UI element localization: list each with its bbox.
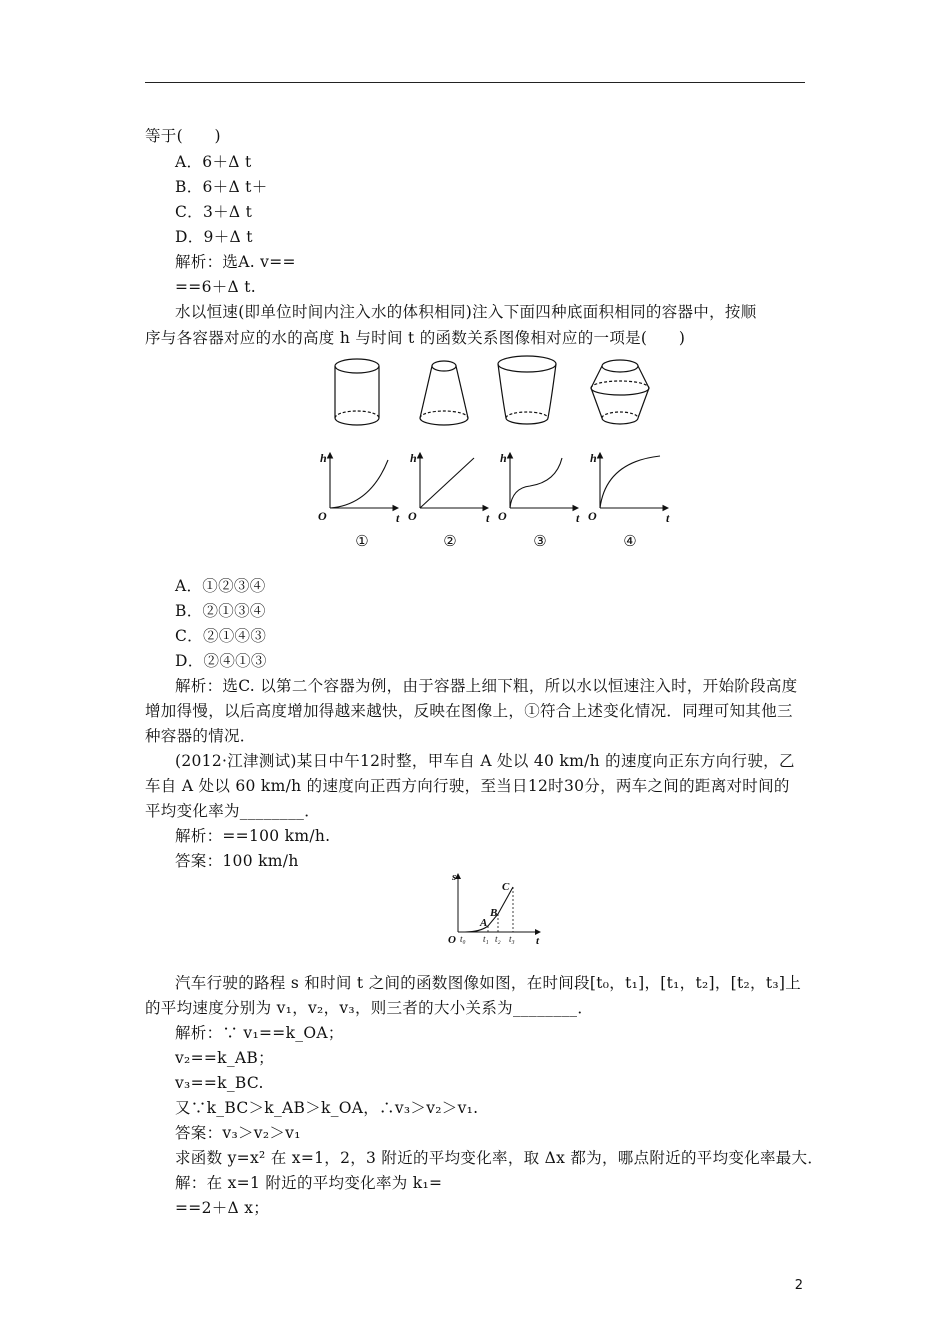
q1-option-a: A．6＋Δ t (175, 153, 252, 171)
q3-answer: 答案：100 km/h (175, 852, 299, 870)
q2-solution-line3: 种容器的情况． (145, 727, 256, 745)
graph-4-t-label: t (666, 511, 670, 525)
q4-answer: 答案：v₃＞v₂＞v₁ (175, 1124, 301, 1142)
q2-stem-line2: 序与各容器对应的水的高度 h 与时间 t 的函数关系图像相对应的一项是( ) (145, 329, 686, 347)
header-rule (145, 82, 805, 83)
tick-t3: t₃ (509, 934, 515, 944)
graph-2-origin: O (408, 509, 417, 523)
q2-solution-line2: 增加得慢，以后高度增加得越来越快，反映在图像上，①符合上述变化情况．同理可知其他三 (145, 702, 793, 720)
container-cylinder (335, 359, 379, 425)
q3-stem-line2: 车自 A 处以 60 km/h 的速度向正西方向行驶，至当日12时30分，两车之间的距离对时间的 (145, 777, 790, 795)
graph-label-1: ① (355, 534, 369, 550)
q4-solution-line4: 又∵k_BC＞k_AB＞k_OA，∴v₃＞v₂＞v₁. (175, 1099, 479, 1117)
q4-solution-line1: 解析：∵ v₁==k_OA； (175, 1024, 344, 1042)
t-axis-label: t (536, 935, 540, 947)
q4-solution-line2: v₂==k_AB； (175, 1049, 274, 1067)
q2-option-a: A．①②③④ (175, 577, 266, 595)
q5-stem: 求函数 y=x² 在 x=1，2，3 附近的平均变化率，取 Δx 都为，哪点附近的平均变化率最大． (175, 1149, 824, 1167)
s-axis-label: s (452, 871, 457, 883)
graph-4-origin: O (588, 509, 597, 523)
q2-option-c: C．②①④③ (175, 627, 267, 645)
s-t-graph (440, 870, 550, 950)
graph-1-t-label: t (396, 511, 400, 525)
q3-solution: 解析：==100 km/h. (175, 827, 331, 845)
graph-3-h-label: h (500, 451, 507, 465)
q2-option-b: B．②①③④ (175, 602, 266, 620)
q4-stem-line1: 汽车行驶的路程 s 和时间 t 之间的函数图像如图，在时间段[t₀，t₁]，[t₁，t₂]，[t₂，t₃]上 (175, 974, 802, 992)
h-t-graphs (310, 450, 680, 555)
q4-solution-line3: v₃==k_BC. (175, 1074, 264, 1092)
q1-option-b: B．6＋Δ t＋ (175, 178, 268, 196)
point-a-label: A (480, 917, 488, 929)
graph-label-3: ③ (533, 534, 547, 550)
point-b-label: B (490, 907, 498, 919)
q1-option-d: D．9＋Δ t (175, 228, 253, 246)
graph-1 (330, 453, 398, 508)
q3-stem-line1: (2012·江津测试)某日中午12时整，甲车自 A 处以 40 km/h 的速度向正东方向行驶，乙 (175, 752, 795, 770)
graph-3 (510, 453, 578, 508)
tick-t1: t₁ (483, 934, 489, 944)
graph-2-t-label: t (486, 511, 490, 525)
graph-3-t-label: t (576, 511, 580, 525)
q2-stem-line1: 水以恒速(即单位时间内注入水的体积相同)注入下面四种底面积相同的容器中，按顺 (175, 303, 757, 321)
q4-stem-line2: 的平均速度分别为 v₁，v₂，v₃，则三者的大小关系为________． (145, 999, 594, 1017)
q5-solution-line2: ==2＋Δ x； (175, 1199, 270, 1217)
container-narrow-top (420, 361, 468, 425)
page-number: 2 (794, 1278, 803, 1293)
q1-solution-line2: ==6＋Δ t. (175, 278, 257, 296)
container-bulge (591, 360, 649, 424)
graph-4-h-label: h (590, 451, 597, 465)
q2-option-d: D．②④①③ (175, 652, 267, 670)
graph-label-2: ② (443, 534, 457, 550)
tick-t2: t₂ (495, 934, 501, 944)
q1-stem-end: 等于( ) (145, 127, 221, 145)
graph-2-h-label: h (410, 451, 417, 465)
q3-stem-line3: 平均变化率为________． (145, 802, 321, 820)
containers-figure (325, 352, 655, 432)
container-wide-top (498, 356, 556, 424)
graph-4 (600, 453, 668, 508)
point-c-label: C (502, 881, 510, 893)
graph-1-origin: O (318, 509, 327, 523)
graph-1-h-label: h (320, 451, 327, 465)
q5-solution-line1: 解：在 x=1 附近的平均变化率为 k₁= (175, 1174, 443, 1192)
q1-solution-line1: 解析：选A. v== (175, 253, 296, 271)
graph-label-4: ④ (623, 534, 637, 550)
graph-3-origin: O (498, 509, 507, 523)
graph-2 (420, 453, 488, 508)
q2-solution-line1: 解析：选C. 以第二个容器为例，由于容器上细下粗，所以水以恒速注入时，开始阶段高度 (175, 677, 798, 695)
s-t-origin: O (448, 934, 456, 946)
q1-option-c: C．3＋Δ t (175, 203, 253, 221)
tick-t0: t₀ (460, 934, 466, 944)
